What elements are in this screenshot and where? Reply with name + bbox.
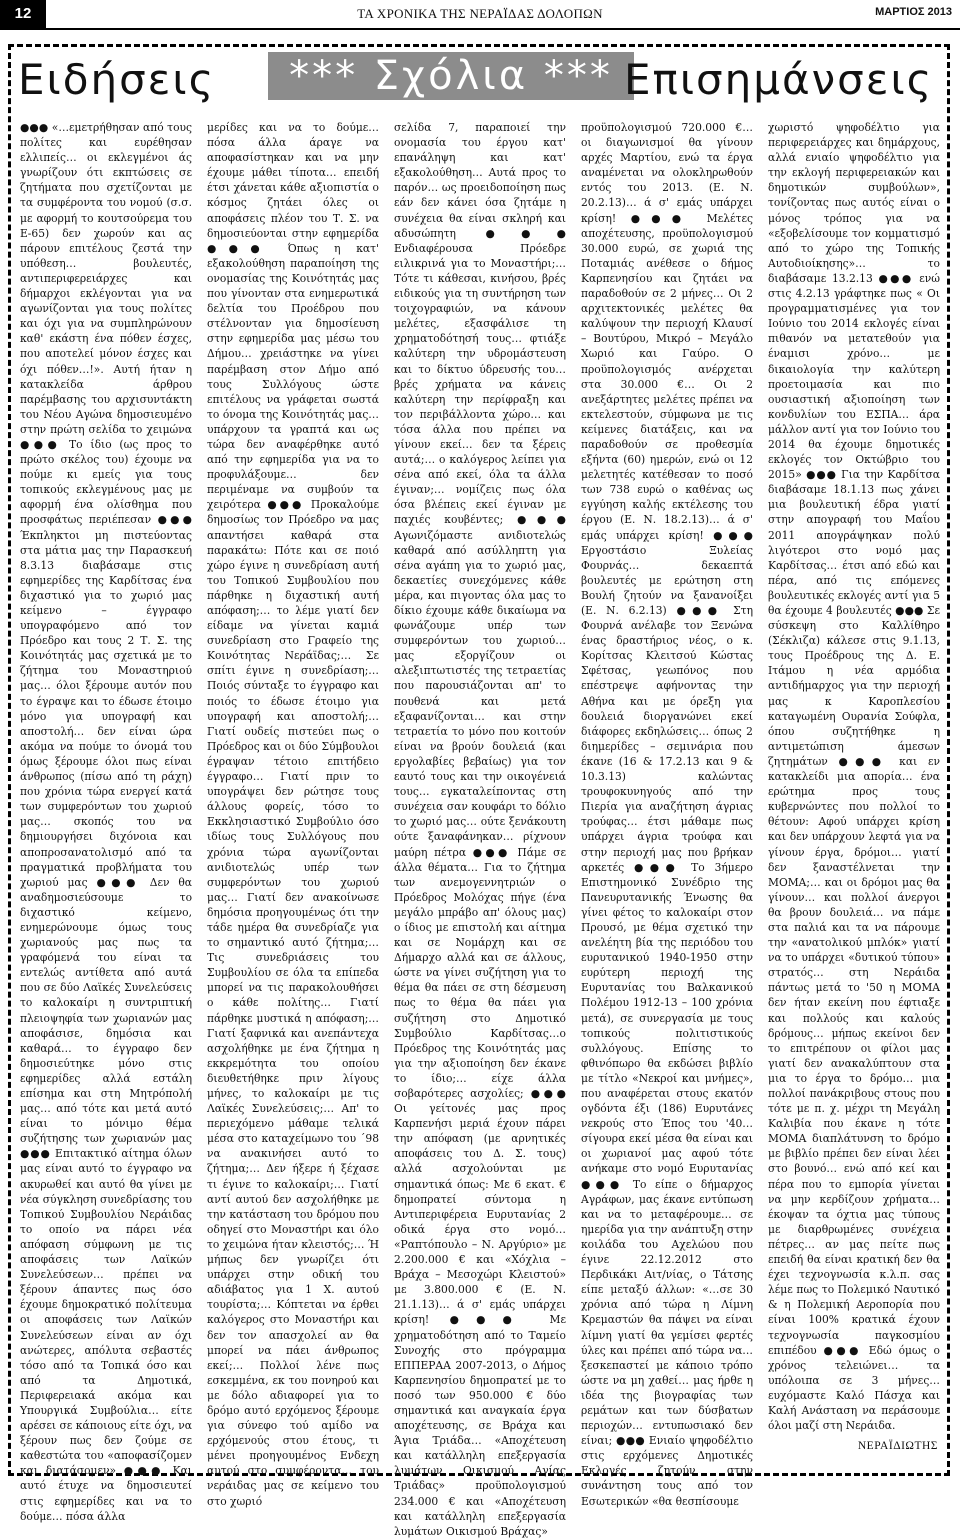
page-number: 12 bbox=[0, 0, 46, 28]
column-text: σελίδα 7, παραποιεί την ονομασία του έργου κατ' επανάληψη και κατ' εξακολούθηση… Αυτά προς το παρόν… ως προειδοποίηση πως εάν δεν κάνει όσα ζητάμε η συνέχεια θα είναι σκληρή και αδυσώπητη ●●● Ενδιαφέρουσα Πρόεδρε ειλικρινά για το Μοναστήρι;… Τότε τι κάθεσαι, κινήσου, βρές ειδικούς για τη συντήρηση των τοιχογραφιών, να κάνουν μελέτες, εξασφάλισε τη χρηματοδότησή τους… φτιάξε καλύτερη την υδρομάστευση και το δίκτυο ύδρευσής του… βρές χρήματα να κάνεις καλύτερη την περίφραξη και τον περιβάλλοντα χώρο… και τόσα άλλα που πρέπει να γίνουν εκεί… δεν τα ξέρεις αυτά;… ο καλόγερος λείπει για σένα από εκεί, όλα τα άλλα έγιναν;… νομίζεις πως όλα όσα βλέπεις εκεί έγιναν με παχιές κουβέντες; ●●● Αγωνιζόμαστε ανιδιοτελώς καθαρά από ασύλληπτη για σένα αγάπη για το χωριό μας, δεκαετίες συνεχόμενες κάθε μέρα, και πιγοντας όλα μας το δίκιο έχουμε κάθε δικαίωμα να φωνάζουμε υπέρ των συμφερόντων του χωριού… μας εξοργίζουν οι αλεξιπτωτιστές της τετραετίας που παρουσιάζονται απ' το πουθενά και μετά εξαφανίζονται… και στην τετραετία το μόνο που κοιτούν είναι να βρούν δουλειά (και εργολαβίες βεβαίως) για τον εαυτό τους και την οικογένειά τους… εγκαταλείποντας στη συνέχεια σαν κουφάρι το δόλιο το χωριό μας… ούτε ξενάκουτη ούτε ξαναφάνηκαν… ρίχνουν μαύρη πέτρα ●●● Πάμε σε άλλα θέματα… Για το ζήτημα των ανεμογεννητριών ο Πρόεδρος Μολόχας πήγε (ένα μεγάλο μπράβο απ' όλους μας) ο ίδιος με επιστολή και αίτημα και σε Νομάρχη και σε Δήμαρχο αλλά και σε άλλους, ώστε να γίνει συζήτηση για το θέμα θα πάει σε στη δέσμευση πως το θέμα θα πάει για συζήτηση στο Δημοτικό Συμβούλιο Καρδίτσας…ο Πρόεδρος της Κοινότητάς μας για την αξιοποίηση δεν έκανε το ίδιο;… είχε άλλα σοβαρότερες ασχολίες; ●●● Οι γείτονές μας προς Καρπενήσι μεριά έχουν πάρει την απόφαση (με αρνητικές αποφάσεις του Δ. Σ. τους) αλλά ασχολούνται με σημαντικά όπως: Με 6 εκατ. € δημοπρατεί σύντομα η Αντιπεριφέρεια Ευρυτανίας 2 οδικά έργα στο νομό… «Ραπτόπουλο – Ν. Αργύριο» με 2.200.000 € και «Χόχλια – Βράχα – Μεσοχώρι Κλειστού» με 3.800.000 € (Ε. Ν. 21.1.13)… ά σ' εμάς υπάρχει κρίση! ●●● Με χρηματοδότηση από το Ταμείο Συνοχής στο πρόγραμμα ΕΠΠΕΡΑΑ 2007-2013, ο Δήμος Καρπενησίου δημοπρατεί με το ποσό των 950.000 € δύο σημαντικά και αναγκαία έργα αποχέτευσης, σε Βράχα και Άγια Τριάδα… «Αποχέτευση και κατάλληλη επεξεργασία λυμάτων Οικισμού Αγίας Τριάδας» προϋπολογισμού 234.000 € και «Αποχέτευση και κατάλληλη επεξεργασία λυμάτων Οικισμού Βράχας» bbox=[394, 121, 566, 1538]
headline-comments: *** Σχόλια *** bbox=[268, 52, 634, 100]
article-column-2 bbox=[207, 120, 379, 1508]
column-text: μερίδες και να το δούμε… πόσα άλλα άραγε να αποφασίστηκαν και να μην έχουμε μάθει τίποτα… επειδή έτσι χάνεται κάθε αξιοπιστία ο κόσμος ζητάει όλες οι αποφάσεις πλέον του Τ. Σ. να δημοσιεύονται στην εφημερίδα ●●● Όπως η κατ' εξακολούθηση παραποίηση της ονομασίας της Κοινότητάς μας που γίνονταν στα ενημερωτικά δελτία του Προέδρου που στέλνονταν για δημοσίευση στην εφημερίδα μας μέσω του Δήμου… χρειάστηκε να γίνει παρέμβαση στον Δήμο από τους Συλλόγους ώστε επιτέλους να γράφεται σωστά το όνομα της Κοινότητάς μας… υπάρχουν τα γραπτά και ως τώρα δεν αναφέρθηκε αυτό από την εφημερίδα για να το προφυλάξουμε… δεν περιμέναμε να συμβούν τα χειρότερα ●●● Προκαλούμε δημοσίως τον Πρόεδρο να μας απαντήσει καθαρά στα παρακάτω: Πότε και σε ποιό χώρο έγινε η συνεδρίαση αυτή του Τοπικού Συμβουλίου που πάρθηκε η διχαστική αυτή απόφαση;… το λέμε γιατί δεν είδαμε να γίνεται καμιά συνεδρίαση στο Γραφείο της Κοινότητας Νεράϊδας;… Σε σπίτι έγινε η συνεδρίαση;… Ποιός σύνταξε το έγγραφο και ποιός το έδωσε έτοιμο για υπογραφή και αποστολή;… Γιατί ουδείς πιστεύει πως ο Πρόεδρος και οι δύο Σύμβουλοι έγραψαν τέτοιο επιτήδειο έγγραφο… Γιατί πριν το υπογράψει δεν ρώτησε τους άλλους φορείς, τόσο το Εκκλησιαστικό Συμβούλιο όσο ιδίως τους Συλλόγους που χρόνια τώρα αγωνίζονται ανιδιοτελώς υπέρ των συμφερόντων του χωριού μας… Γιατί δεν ανακοίνωσε δημόσια προηγουμένως ότι την τάδε ημέρα θα συνεδρίαζε για το σημαντικό αυτό ζήτημα;… Τις συνεδριάσεις του Συμβουλίου σε όλα τα επίπεδα μπορεί να τις παρακολουθήσει ο κάθε πολίτης… Γιατί πάρθηκε μυστικά η απόφαση;… Γιατί ξαφνικά και ανεπάντεχα ασχολήθηκε με ένα ζήτημα η εκκρεμότητα του οποίου διευθετήθηκε πριν λίγους μήνες, το καλοκαίρι με τις Λαϊκές Συνελεύσεις;… Απ' το περιεχόμενο μάθαμε τελικά μέσα στο καταχείμωνο του ΄98 να ανακινήσει αυτό το ζήτημα;… Δεν ήξερε ή ξέχασε τι έγινε το καλοκαίρι;… Γιατί αντί αυτού δεν ασχολήθηκε με την κατάσταση του δρόμου που οδηγεί στο Μοναστήρι και όλο το χειμώνα ήταν κλειστός;… Ή μήπως δεν γνωρίζει ότι υπάρχει στην οδική του αδιάβατος για 1 Χ. αυτού τουρίστα;… Κόπτεται να έρθει καλόγερος στο Μοναστήρι και δεν τον απασχολεί αν θα μπορεί να πάει άνθρωπος εκεί;… Πολλοί λένε πως εσκεμμένα, εκ του πονηρού και με δόλο αδιαφορεί για το δρόμο αυτό ερχόμενος ξέρουμε για σύνεφο τού αμίδο να ερχόμενούς στου έτους, τι μένει προηγουμένος Ενδεχη αυτού στο συμφέροντα… του νεράιδας μας σε κείμενο του στο χωριό bbox=[207, 121, 379, 1508]
headline-news: Ειδήσεις bbox=[18, 55, 216, 104]
column-text: ●●● «…εμετρήθησαν από τους πολίτες και ευρέθησαν ελλιπείς… οι εκλεγμένοι άς γνωρίζουν ότι εκπτώσεις σε ζητήματα που σχετίζονται με τα συμφέροντα του νομού (σ.σ. με αφορμή το κουτσούρεμα του Ε-65) δεν χωρούν και ας πάρουν επιτέλους ζεστά την υπόθεση… βουλευτές, αντιπεριφερειάρχες και δήμαρχοι εκλέγονται για να αγωνίζονται για τους πολίτες και όχι για να συμπληρώνουν καθ' εκάστη ένα πόθεν έσχες, που αποτελεί μόνον έσχες και όχι πόθεν…!». Αυτή ήταν η κατακλείδα άρθρου παρέμβασης του αρχισυντάκτη του Νέου Αγώνα δημοσιευμένο στην πρώτη σελίδα το χειμώνα ●●● Το ίδιο (ως προς το πρώτο σκέλος του) έχουμε να πούμε κι εμείς για τους τοπικούς εκλεγμένους μας με αφορμή ένα ολίσθημα που προσφάτως περιέπεσαν ●●● Έκπληκτοι μη πιστεύοντας στα μάτια μας την Παρασκευή 8.3.13 διαβάσαμε στις εφημερίδες της Καρδίτσας ένα διχαστικό για το χωριό μας κείμενο – έγγραφο υπογραφόμενο από τον Πρόεδρο και τους 2 Τ. Σ. της Κοινότητάς μας σχετικά με το ζήτημα του Μοναστηριού μας… όλοι ξέρουμε αυτόν που το έγραψε και το έδωσε έτοιμο μόνο για υπογραφή και αποστολή… δεν είναι ώρα ακόμα να πούμε το όνομά του όμως ξέρουμε όλοι πως είναι άνθρωπος (πίσω από τη ράχη) που χρόνια τώρα ενεργεί κατά των συμφερόντων του χωριού μας… σκοπός του να δημιουργήσει διχόνοια και αποπροσανατολισμό από τα πραγματικά προβλήματα του χωριού μας ●●● Δεν θα αναδημοσιεύσουμε το διχαστικό κείμενο, ενημερώνουμε όμως τους χωριανούς μας πως τα γραφόμενά του είναι τα εντελώς αντίθετα από αυτά που σε δύο Λαϊκές Συνελεύσεις το καλοκαίρι η συντριπτική πλειοψηφία των χωριανών μας αποφάσισε, δημόσια και καθαρά… το έγγραφο δεν δημοσιεύτηκε μόνο στις εφημερίδες αλλά εστάλη επίσημα και στη Μητρόπολή μας… από τότε και μετά αυτό είναι το μόνιμο θέμα συζήτησης των χωριανών μας ●●● Επιτακτικό αίτημα όλων μας είναι αυτό το έγγραφο να ακυρωθεί και αυτό θα γίνει με νέα σύγκληση συνεδρίασης του Τοπικού Συμβουλίου Νεράιδας το οποίο να πάρει νέα απόφαση σύμφωνη με τις αποφάσεις των Λαϊκών Συνελεύσεων… πρέπει να ξέρουν άπαντες πως όσο έχουμε δημοκρατικό πολίτευμα οι αποφάσεις των Λαϊκών Συνελεύσεων είναι αν όχι ανώτερες, απόλυτα σεβαστές τόσο από τα Τοπικά όσο και από τα Δημοτικά, Περιφερειακά ακόμα και Υπουργικά Συμβούλια… είτε αρέσει σε κάποιους είτε όχι, να ξέρουν πως δεν ζούμε σε καθεστώτα του «αποφασίζομεν και διατάσομεν» ●●● Και αυτό έτυχε να δημοσιευτεί στις εφημερίδες και να το δούμε… πόσα άλλα bbox=[20, 121, 192, 1523]
article-column-5 bbox=[768, 120, 940, 1455]
newspaper-title: ΤΑ ΧΡΟΝΙΚΑ ΤΗΣ ΝΕΡΑΪΔΑΣ ΔΟΛΟΠΩΝ bbox=[357, 6, 603, 21]
section-headline bbox=[18, 52, 943, 108]
top-bar bbox=[0, 0, 960, 30]
article-column-4 bbox=[581, 120, 753, 1508]
article-column-1 bbox=[20, 120, 192, 1523]
issue-date: ΜΑΡΤΙΟΣ 2013 bbox=[875, 6, 952, 18]
column-text: χωριστό ψηφοδέλτιο για περιφερειάρχες και δημάρχους, αλλά ενιαίο ψηφοδέλτιο για την εκλογή περιφερειακών και δημοτικών συμβούλων», τονίζοντας πως αυτός είναι ο μόνος τρόπος για να «εξοβελίσουμε τον κομματισμό από το χώρο της Τοπικής Αυτοδιοίκησης»… το διαβάσαμε 13.2.13 ●●● ενώ στις 4.2.13 γράφτηκε πως « Οι προγραμματισμένες για τον Ιούνιο του 2014 εκλογές είναι πιθανόν να μετατεθούν για έναμισι χρόνο… με δικαιολογία την καλύτερη προετοιμασία και πιο ουσιαστική αξιοποίηση των κονδυλίων του ΕΣΠΑ… άρα μάλλον αντί για τον Ιούνιο του 2014 θα έχουμε δημοτικές εκλογές τον Οκτώβριο του 2015» ●●● Για την Καρδίτσα διαβάσαμε 18.1.13 πως χάνει μια βουλευτική έδρα γιατί στην απογραφή του Μαΐου 2011 απογράψηκαν πολύ λιγότεροι στο νομό μας Καρδίτσας… έτσι από εδώ και πέρα, από τις επόμενες βουλευτικές εκλογές αντί για 5 θα έχουμε 4 βουλευτές ●●● Σε σύσκεψη στο Καλλίθηρο (Σέκλιζα) κάλεσε στις 9.1.13, τους Προέδρους της Δ. Ε. Ιτάμου η νέα αρμόδια αντιδήμαρχος για την περιοχή μας κ Καροπλεσίου καταγωμένη Ουρανία Σούφλα, όπου συζητήθηκε η αντιμετώπιση άμεσων ζητημάτων ●●● και εν κατακλείδι μια απορία… ένα ερώτημα προς τους κυβερνώντες που πολλοί το θέτουν: Αφού υπάρχει κρίση και δεν υπάρχουν λεφτά για να γίνουν έργα, δρόμοι… γιατί δεν ξαναστέλνεται την ΜΟΜΑ;… και οι δρόμοι μας θα γίνουν… και πολλοί άνεργοι θα βρουν δουλειά… να πάμε στα παλιά και τα να πάρουμε την «ανατολικού μπλόκ» γιατί να το υπάρχει «δυτικού τύπου» στρατός… στη Νεράιδα πάντως μετά το '50 η ΜΟΜΑ δεν ήταν εκείνη που έφτιαξε και πολλούς και καλούς δρόμους… μήπως εκείνοι δεν το επιτρέπουν οι φίλοι μας γιατί δεν ανακαλύπτουν στα μια το έργα το δρόμο… μια πολλοί πανάκριβους στους που τότε με π. χ. μέχρι τη Μεγάλη Καλιβία που έκανε η τότε ΜΟΜΑ διαπλάτυνση το δρόμο με βιβλίο πρέπει δεν είναι λέει στο βουνό… ενώ από κεί και πέρα που το εμπορία γίνεται να μην κερδίζουν χρήματα… έκοψαν τα όχτια μας τύπους με διαρθρωμένες συνέχεια πέτρες… αν μας πείτε πως επειδή θα είναι κρατική δεν θα έχει τεχνογνωσία κ.λ.π. σας λέμε πως το Πολεμικό Ναυτικό & η Πολεμική Αεροπορία που είναι 100% κρατικά έχουν τεχνογνωσία παγκοσμίου επιπέδου ●●● Εδώ όμως ο χρόνος τελειώνει… τα υπόλοιπα σε 3 μήνες… ευχόμαστε Καλό Πάσχα και Καλή Ανάσταση να περάσουμε όλοι μαζί στη Νεράιδα. bbox=[768, 121, 940, 1433]
article-column-3 bbox=[394, 120, 566, 1538]
column-text: προϋπολογισμού 720.000 €… οι διαγωνισμοί θα γίνουν αρχές Μαρτίου, ενώ τα έργα αναμένεται να ολοκληρωθούν εντός του 2013. (Ε. Ν. 20.2.13)… ά σ' εμάς υπάρχει κρίση! ●●● Μελέτες αποχέτευσης, προϋπολογισμού 30.000 ευρώ, σε χωριά της Ποταμιάς ανέθεσε ο δήμος Καρπενησίου και ζητάει να παραδοθούν σε 2 μήνες… Οι 2 αρχιτεκτονικές μελέτες θα καλύψουν την περιοχή Κλαυσί – Βουτύρου, Μικρό – Μεγάλο Χωριό και Γαύρο. Ο προϋπολογισμός ανέρχεται στα 30.000 €… Οι 2 ανεξάρτητες μελέτες πρέπει να εκτελεστούν, σύμφωνα με τις κείμενες διατάξεις, και να παραδοθούν σε προθεσμία εξήντα (60) ημερών, ενώ οι 12 μελετητές κατέθεσαν το ποσό των 738 ευρώ ο καθένας ως εγγύηση καλής εκτέλεσης του έργου (Ε. Ν. 18.2.13)… ά σ' εμάς υπάρχει κρίση! ●●● Εργοστάσιο Ξυλείας Φουρνάς… δεκαεπτά βουλευτές με ερώτηση στη Βουλή ζητούν να ξανανοίξει (Ε. Ν. 6.2.13) ●●● Στη Φουρνά ανέλαβε τον Ξενώνα ένας δραστήριος νέος, ο κ. Κορίτσας Κλειτσού Κώστας Σφέτσας, γεωπόνος που επέστρεψε αφήνοντας την Αθήνα και με όρεξη για δουλειά διοργανώνει εκεί διάφορες εκδηλώσεις… όπως 2 διημερίδες – σεμινάρια που έκανε (16 & 17.2.13 και 9 & 10.3.13) καλώντας τρουφοκυνηγούς από την Πιερία για αναζήτηση άγριας τρούφας… έτσι μάθαμε πως υπάρχει άγρια τρούφα και στην περιοχή μας που βρήκαν αρκετές ●●● Το 3ήμερο Επιστημονικό Συνέδριο της Πανευρυτανικής Ένωσης θα γίνει φέτος το καλοκαίρι στον Προυσό, με θέμα σχετικό την ανελέητη βία της περιόδου του ευρυτανικού 1940-1950 στην ευρύτερη περιοχή της Ευρυτανίας του Βαλκανικού Πολέμου 1912-13 – 100 χρόνια μετά), σε συνεργασία με τους τοπικούς πολιτιστικούς συλλόγους. Επίσης το φθινόπωρο θα εκδώσει βιβλίο με τίτλο «Νεκροί και μνήμες», που αναφέρεται στους εκατόν ογδόντα έξι (186) Ευρυτάνες νεκρούς στο Έπος του '40… σίγουρα εκεί μέσα θα είναι και οι χωριανοί μας αφού τότε ανήκαμε στο νομό Ευρυτανίας ●●● Το είπε ο δήμαρχος Αγράφων, μας έκανε εντύπωση και να το μεταφέρουμε… σε ημερίδα για την ανάπτυξη στην κοιλάδα του Αχελώου που έγινε 22.12.2012 στο Περδικάκι Αιτ/νίας, ο Τάτσης είπε μεταξύ άλλων: «…σε 30 χρόνια από τώρα η Λίμνη Κρεμαστών θα πάψει να είναι λίμνη γιατί θα γεμίσει φερτές ύλες και πρέπει από τώρα να… ξεσκεπαστεί με κάποιο τρόπο ώστε να μη χαθεί… μας ήρθε η ιδέα της βιογραφίας των ρεμάτων και των δύσβατων περιοχών… εντυπωσιακό δεν είναι; ●●● Ενιαίο ψηφοδέλτιο στις ερχόμενες Δημοτικές Εκλογές ζητούν στην συνάντηση τους από τον Εσωτερικών «θα θεσπίσουμε bbox=[581, 121, 753, 1508]
author-signature: ΝΕΡΑΪΔΙΩΤΗΣ bbox=[857, 1440, 938, 1452]
headline-notes: Επισημάνσεις bbox=[624, 55, 934, 104]
